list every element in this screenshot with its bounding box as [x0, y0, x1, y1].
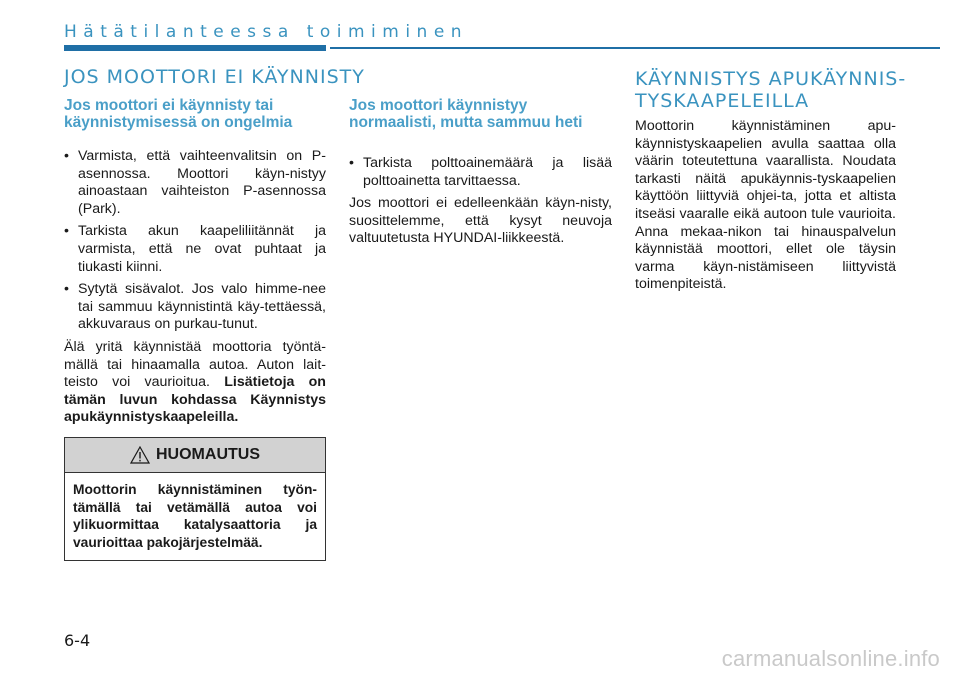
list-item — [349, 155, 612, 190]
list-item — [64, 148, 326, 218]
col1-paragraph-text: Älä yritä käynnistää moottoria työntä-mällä tai hinaamalla autoa. Auton lait-teisto voi vaurioitua. — [64, 338, 326, 391]
bullet-text: Sytytä sisävalot. Jos valo himme-nee tai sammuu käynnistintä käy-tettäessä, akkuvaraus on purkau-tunut. — [78, 281, 326, 333]
page-number: 6-4 — [64, 631, 91, 650]
header-rule-thick — [64, 45, 326, 51]
col1-paragraph — [64, 339, 326, 427]
bullet-dot-icon: • — [349, 155, 354, 171]
section-title-jump-start-line1: KÄYNNISTYS APUKÄYNNIS- — [635, 68, 907, 90]
col1-bullet-list — [64, 148, 326, 334]
bullet-dot-icon: • — [64, 223, 69, 240]
bullet-text: Tarkista akun kaapeliliitännät ja varmista, että ne ovat puhtaat ja tiukasti kiinni. — [78, 223, 326, 275]
warning-triangle-icon — [130, 446, 150, 464]
watermark-logo: carmanualsonline.info — [721, 646, 940, 671]
col2-paragraph: Jos moottori ei edelleenkään käyn-nisty, suosittelemme, että kysyt neuvoja valtuutetusta HYUNDAI-liikkeestä. — [349, 195, 612, 247]
chapter-header-title: Hätätilanteessa toimiminen — [64, 22, 469, 42]
bullet-text: Varmista, että vaihteenvalitsin on P-asennossa. Moottori käyn-nistyy ainoastaan vaihteiston P-asennossa (Park). — [78, 148, 326, 217]
notice-body: Moottorin käynnistäminen työn-tämällä tai vetämällä autoa voi ylikuormittaa katalysaattoria ja vaurioittaa pakojärjestelmää. — [73, 482, 317, 550]
section-title-engine-not-starting: JOS MOOTTORI EI KÄYNNISTY — [64, 66, 365, 88]
bullet-dot-icon: • — [64, 148, 69, 164]
col1-body — [64, 148, 326, 432]
notice-header — [65, 438, 325, 473]
col1-paragraph-bold-reference: Lisätietoja on tämän luvun kohdassa Käynnistys apukäynnistyskaapeleilla. — [64, 374, 326, 426]
right-paragraph: Moottorin käynnistäminen apu-käynnistyskaapelien avulla saattaa olla väärin toteutettuna vaarallista. Noudata tarkasti näitä apukäynnis-tyskaapelien käyttöön liittyviä ohjei-ta, jotta et altista itseäsi vaaralle eikä autoon tule vaurioita. Anna mekaa-nikon tai hinauspalvelun käynnistää moottori, ellet ole täysin varma käyn-nistämiseen liittyvistä toimenpiteistä. — [635, 118, 896, 293]
notice-box — [64, 437, 326, 561]
bullet-text: Tarkista polttoainemäärä ja lisää polttoainetta tarvittaessa. — [363, 155, 612, 189]
notice-title: HUOMAUTUS — [156, 446, 260, 463]
col2-body — [349, 155, 612, 253]
col1-heading: Jos moottori ei käynnisty tai käynnistymisessä on ongelmia — [64, 97, 293, 131]
list-item — [64, 281, 326, 334]
bullet-dot-icon: • — [64, 281, 69, 298]
section-title-jump-start-line2: TYSKAAPELEILLA — [635, 90, 810, 112]
col2-bullet-list — [349, 155, 612, 190]
list-item — [64, 223, 326, 276]
header-rule-thin — [330, 47, 940, 49]
col2-heading: Jos moottori käynnistyy normaalisti, mutta sammuu heti — [349, 97, 583, 131]
